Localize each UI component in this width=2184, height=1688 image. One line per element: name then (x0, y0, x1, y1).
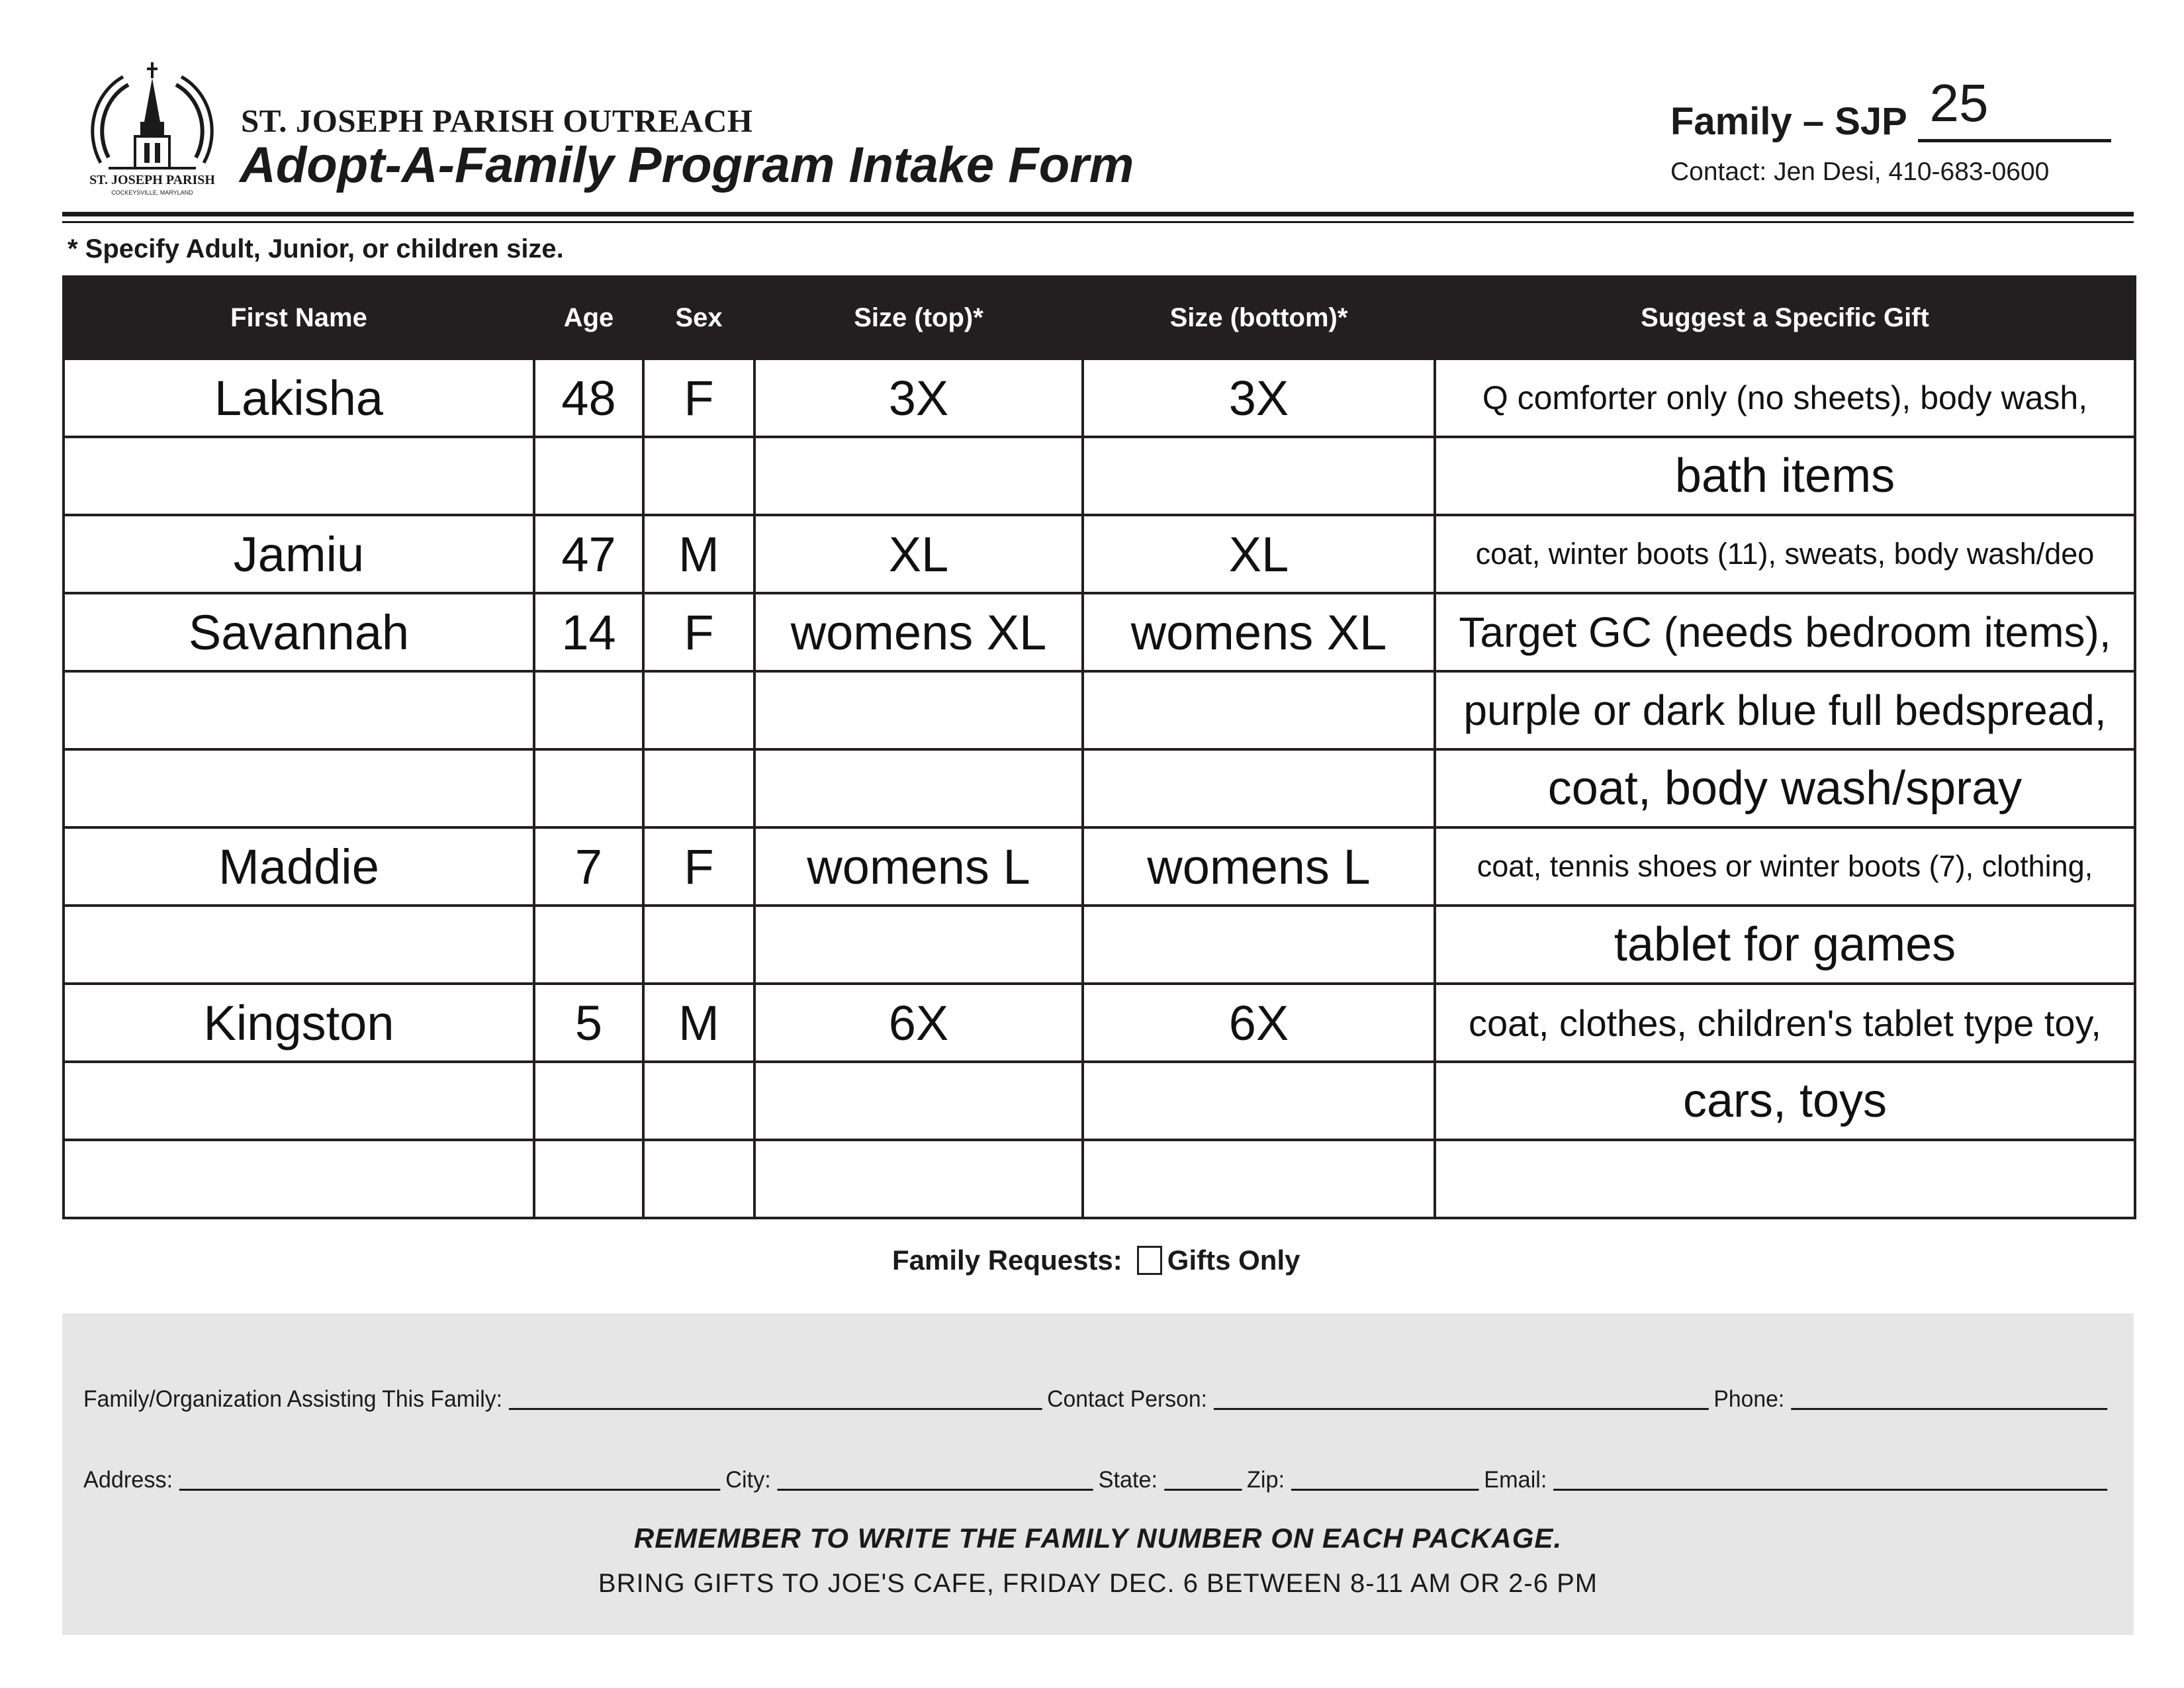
address-label: Address: (83, 1467, 173, 1493)
table-row (64, 437, 2135, 515)
cell-first-name[interactable]: Savannah (64, 593, 534, 671)
cell-first-name[interactable]: Kingston (64, 984, 534, 1062)
cell-first-name[interactable] (64, 1062, 534, 1140)
table-header-row (64, 277, 2135, 359)
column-header-age: Age (534, 277, 643, 359)
contact-person-field[interactable] (1214, 1387, 1709, 1410)
cell-first-name[interactable] (64, 906, 534, 984)
cell-age[interactable]: 5 (534, 984, 643, 1062)
cell-first-name[interactable]: Maddie (64, 827, 534, 906)
cell-size-bottom[interactable] (1083, 1062, 1435, 1140)
table-row (64, 515, 2135, 593)
cell-sex[interactable]: M (643, 984, 754, 1062)
cell-first-name[interactable] (64, 437, 534, 515)
cell-size-bottom[interactable] (1083, 1140, 1435, 1218)
contact-person-label: Contact Person: (1047, 1386, 1208, 1412)
cell-gift[interactable]: coat, clothes, children's tablet type toy, (1435, 984, 2135, 1062)
cell-size-top[interactable]: 3X (754, 359, 1083, 437)
cell-age[interactable] (534, 437, 643, 515)
gifts-only-checkbox[interactable] (1137, 1246, 1162, 1275)
cell-gift[interactable]: tablet for games (1435, 906, 2135, 984)
phone-label: Phone: (1713, 1386, 1785, 1412)
table-row (64, 1062, 2135, 1140)
cell-sex[interactable]: F (643, 827, 754, 906)
cell-first-name[interactable] (64, 671, 534, 749)
logo-subtext: COCKEYSVILLE, MARYLAND (111, 189, 193, 196)
column-header-size-bottom: Size (bottom)* (1083, 277, 1435, 359)
cell-age[interactable]: 7 (534, 827, 643, 906)
logo-text: ST. JOSEPH PARISH (89, 173, 215, 187)
cell-size-top[interactable] (754, 749, 1083, 827)
cell-sex[interactable] (643, 906, 754, 984)
cell-gift[interactable] (1435, 1140, 2135, 1218)
family-requests-label: Family Requests: (892, 1244, 1122, 1276)
family-members-table (62, 275, 2134, 1219)
cell-sex[interactable] (643, 437, 754, 515)
cell-sex[interactable]: M (643, 515, 754, 593)
cell-size-top[interactable]: XL (754, 515, 1083, 593)
city-label: City: (725, 1467, 771, 1493)
email-label: Email: (1484, 1467, 1547, 1493)
form-title: Adopt-A-Family Program Intake Form (240, 137, 1134, 193)
church-steeple-icon (82, 58, 222, 200)
cell-first-name[interactable] (64, 749, 534, 827)
table-row (64, 359, 2135, 437)
email-field[interactable] (1553, 1468, 2107, 1491)
table-row (64, 906, 2135, 984)
cell-size-top[interactable]: womens L (754, 827, 1083, 906)
reminder-text: REMEMBER TO WRITE THE FAMILY NUMBER ON EACH PACKAGE. (633, 1523, 1563, 1554)
assisting-info-row (83, 1386, 2113, 1413)
cell-size-top[interactable]: 6X (754, 984, 1083, 1062)
cell-age[interactable] (534, 1140, 643, 1218)
cell-size-bottom[interactable]: 3X (1083, 359, 1435, 437)
zip-label: Zip: (1247, 1467, 1285, 1493)
header-rule-thin (62, 221, 2134, 223)
cell-age[interactable]: 48 (534, 359, 643, 437)
cell-first-name[interactable]: Lakisha (64, 359, 534, 437)
cell-gift[interactable]: coat, body wash/spray (1435, 749, 2135, 827)
address-field[interactable] (179, 1468, 721, 1491)
header-rule (62, 212, 2134, 216)
zip-field[interactable] (1291, 1468, 1479, 1491)
cell-size-top[interactable] (754, 1140, 1083, 1218)
family-number-line (1918, 139, 2111, 142)
cell-gift[interactable]: bath items (1435, 437, 2135, 515)
cell-sex[interactable] (643, 749, 754, 827)
cell-size-top[interactable] (754, 671, 1083, 749)
assisting-field[interactable] (509, 1387, 1042, 1410)
column-header-sex: Sex (643, 277, 754, 359)
cell-age[interactable]: 14 (534, 593, 643, 671)
cell-first-name[interactable]: Jamiu (64, 515, 534, 593)
cell-size-bottom[interactable]: womens L (1083, 827, 1435, 906)
family-number[interactable]: 25 (1929, 73, 1989, 132)
gifts-only-label: Gifts Only (1167, 1244, 1300, 1276)
table-row (64, 827, 2135, 906)
cell-gift[interactable]: coat, tennis shoes or winter boots (7), clothing, (1435, 827, 2135, 906)
state-field[interactable] (1164, 1468, 1242, 1491)
cell-age[interactable] (534, 1062, 643, 1140)
assisting-family-section (62, 1313, 2134, 1635)
drop-off-instructions: BRING GIFTS TO JOE'S CAFE, FRIDAY DEC. 6 BETWEEN 8-11 AM OR 2-6 PM (598, 1569, 1598, 1598)
phone-field[interactable] (1791, 1387, 2107, 1410)
cell-size-top[interactable] (754, 1062, 1083, 1140)
column-header-size-top: Size (top)* (754, 277, 1083, 359)
cell-size-bottom[interactable]: womens XL (1083, 593, 1435, 671)
cell-age[interactable] (534, 749, 643, 827)
cell-size-top[interactable] (754, 906, 1083, 984)
cell-size-top[interactable] (754, 437, 1083, 515)
cell-gift[interactable]: cars, toys (1435, 1062, 2135, 1140)
table-row (64, 749, 2135, 827)
column-header-first-name: First Name (64, 277, 534, 359)
state-label: State: (1098, 1467, 1158, 1493)
cell-size-bottom[interactable] (1083, 437, 1435, 515)
table-row (64, 593, 2135, 671)
cell-size-bottom[interactable]: 6X (1083, 984, 1435, 1062)
family-requests (892, 1244, 1300, 1276)
cell-size-bottom[interactable] (1083, 749, 1435, 827)
cell-size-top[interactable]: womens XL (754, 593, 1083, 671)
column-header-gift: Suggest a Specific Gift (1435, 277, 2135, 359)
cell-first-name[interactable] (64, 1140, 534, 1218)
cell-size-bottom[interactable] (1083, 671, 1435, 749)
cell-sex[interactable]: F (643, 593, 754, 671)
cell-size-bottom[interactable] (1083, 906, 1435, 984)
org-name: ST. JOSEPH PARISH OUTREACH (241, 103, 753, 139)
cell-sex[interactable] (643, 1062, 754, 1140)
cell-age[interactable] (534, 906, 643, 984)
cell-age[interactable]: 47 (534, 515, 643, 593)
size-note: * Specify Adult, Junior, or children size. (68, 234, 564, 263)
cell-gift[interactable]: Q comforter only (no sheets), body wash, (1435, 359, 2135, 437)
address-row (83, 1467, 2113, 1493)
table-row (64, 984, 2135, 1062)
cell-age[interactable] (534, 671, 643, 749)
cell-sex[interactable] (643, 1140, 754, 1218)
contact-info: Contact: Jen Desi, 410-683-0600 (1670, 158, 2050, 186)
assisting-label: Family/Organization Assisting This Family: (83, 1386, 503, 1412)
table-row (64, 1140, 2135, 1218)
cell-gift[interactable]: coat, winter boots (11), sweats, body wash/deo (1435, 515, 2135, 593)
cell-gift[interactable]: Target GC (needs bedroom items), (1435, 593, 2135, 671)
cell-size-bottom[interactable]: XL (1083, 515, 1435, 593)
cell-sex[interactable]: F (643, 359, 754, 437)
cell-gift[interactable]: purple or dark blue full bedspread, (1435, 671, 2135, 749)
family-label: Family – SJP (1670, 100, 1907, 143)
cell-sex[interactable] (643, 671, 754, 749)
table-row (64, 671, 2135, 749)
city-field[interactable] (778, 1468, 1093, 1491)
parish-logo (82, 58, 222, 200)
